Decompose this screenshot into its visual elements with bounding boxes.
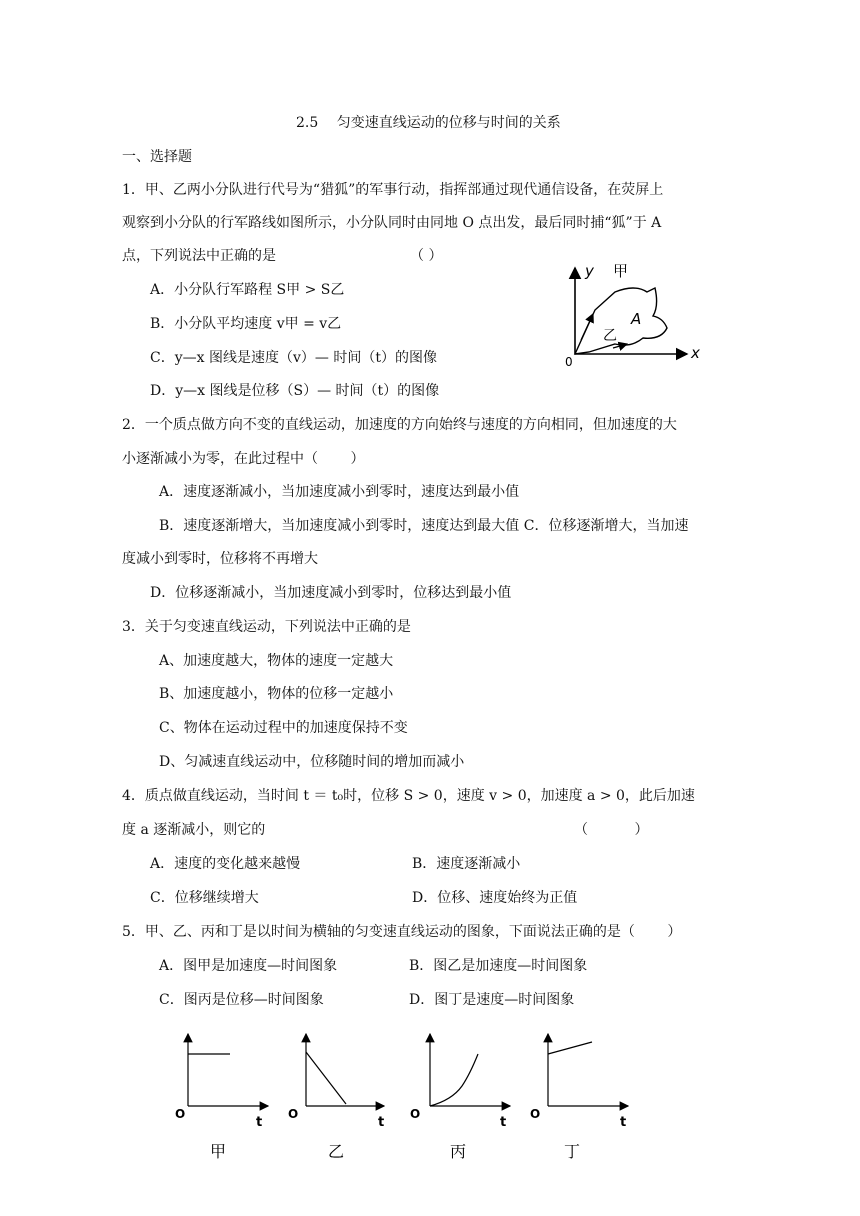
graph-ding-t: t (620, 1115, 627, 1130)
q3-option-d: D、匀减速直线运动中，位移随时间的增加而减小 (159, 754, 465, 770)
point-a-label: A (631, 310, 642, 328)
q2-option-a: A．速度逐渐减小，当加速度减小到零时，速度达到最小值 (159, 484, 520, 500)
q3-option-a: A、加速度越大，物体的速度一定越大 (159, 653, 394, 669)
graph-bing-curve (430, 1054, 478, 1106)
q4-option-d: D．位移、速度始终为正值 (412, 890, 578, 906)
q5-option-a: A．图甲是加速度—时间图象 (159, 958, 338, 974)
graph-bing-origin: O (410, 1107, 421, 1121)
q1-option-a: A．小分队行军路程 S甲 > S乙 (150, 282, 345, 298)
q4-blank: （ ） (574, 822, 649, 838)
q5-line1: 5．甲、乙、丙和丁是以时间为横轴的匀变速直线运动的图象，下面说法正确的是（ ） (122, 924, 682, 940)
q1-line1: 1．甲、乙两小分队进行代号为“猎狐”的军事行动，指挥部通过现代通信设备，在荧屏上 (122, 182, 664, 198)
q4-option-c: C．位移继续增大 (150, 890, 259, 906)
q1-option-c: C．y—x 图线是速度（v）— 时间（t）的图像 (150, 350, 437, 366)
q1-route-figure (555, 258, 705, 370)
graph-jia-origin: O (175, 1107, 186, 1121)
q4-option-b: B．速度逐渐减小 (412, 856, 521, 872)
q3-option-c: C、物体在运动过程中的加速度保持不变 (159, 720, 408, 736)
graph-ding-origin: O (530, 1107, 541, 1121)
graph-yi (288, 1034, 384, 1161)
q1-blank: （ ） (410, 248, 443, 264)
graph-jia (175, 1034, 268, 1161)
graph-bing (410, 1034, 510, 1161)
q4-option-a: A．速度的变化越来越慢 (150, 856, 301, 872)
graph-jia-label: 甲 (210, 1142, 227, 1161)
q1-line2: 观察到小分队的行军路线如图所示，小分队同时由同地 O 点出发，最后同时捕“狐”于 A (122, 215, 662, 231)
q2-line2: 小逐渐减小为零，在此过程中（ ） (122, 451, 365, 467)
yi-label: 乙 (603, 328, 617, 344)
graph-ding-label: 丁 (564, 1142, 581, 1161)
q2-option-d: D．位移逐渐减小，当加速度减小到零时，位移达到最小值 (150, 585, 512, 601)
q4-line2: 度 a 逐渐减小，则它的 (122, 822, 266, 838)
graph-bing-label: 丙 (450, 1142, 467, 1161)
q5-option-d: D．图丁是速度—时间图象 (409, 992, 575, 1008)
q2-option-b: B．速度逐渐增大，当加速度减小到零时，速度达到最大值 C．位移逐渐增大，当加速 (159, 518, 689, 534)
q3-option-b: B、加速度越小，物体的位移一定越小 (159, 686, 394, 702)
x-axis-label: x (691, 344, 700, 362)
section-heading: 一、选择题 (122, 149, 192, 165)
graph-jia-t: t (256, 1115, 263, 1130)
graph-yi-label: 乙 (328, 1142, 345, 1161)
q1-option-b: B．小分队平均速度 v甲 = v乙 (150, 316, 342, 332)
origin-label: 0 (565, 355, 573, 369)
graph-yi-t: t (378, 1115, 385, 1130)
jia-label: 甲 (613, 262, 629, 280)
q5-option-b: B．图乙是加速度—时间图象 (409, 958, 588, 974)
route-paths (575, 288, 667, 354)
q5-graphs (160, 1030, 640, 1170)
graph-ding (530, 1034, 628, 1161)
q5-option-c: C．图丙是位移—时间图象 (159, 992, 324, 1008)
graph-yi-origin: O (288, 1107, 299, 1121)
q2-line1: 2．一个质点做方向不变的直线运动，加速度的方向始终与速度的方向相同，但加速度的大 (122, 417, 677, 433)
page-title: 2.5 匀变速直线运动的位移与时间的关系 (296, 115, 561, 131)
q1-line3: 点，下列说法中正确的是 (122, 248, 276, 264)
q2-option-c-cont: 度减小到零时，位移将不再增大 (122, 551, 318, 567)
y-axis-label: y (585, 262, 594, 280)
q3-line1: 3．关于匀变速直线运动，下列说法中正确的是 (122, 619, 411, 635)
q1-option-d: D．y—x 图线是位移（S）— 时间（t）的图像 (150, 383, 440, 399)
graph-bing-t: t (500, 1115, 507, 1130)
graph-ding-line (548, 1042, 592, 1054)
route-jia-arrow (581, 314, 593, 340)
q4-line1: 4．质点做直线运动，当时间 t ＝ t₀时，位移 S > 0，速度 v > 0，加速度 a > 0，此后加速 (122, 788, 695, 804)
graph-yi-line (306, 1052, 346, 1104)
